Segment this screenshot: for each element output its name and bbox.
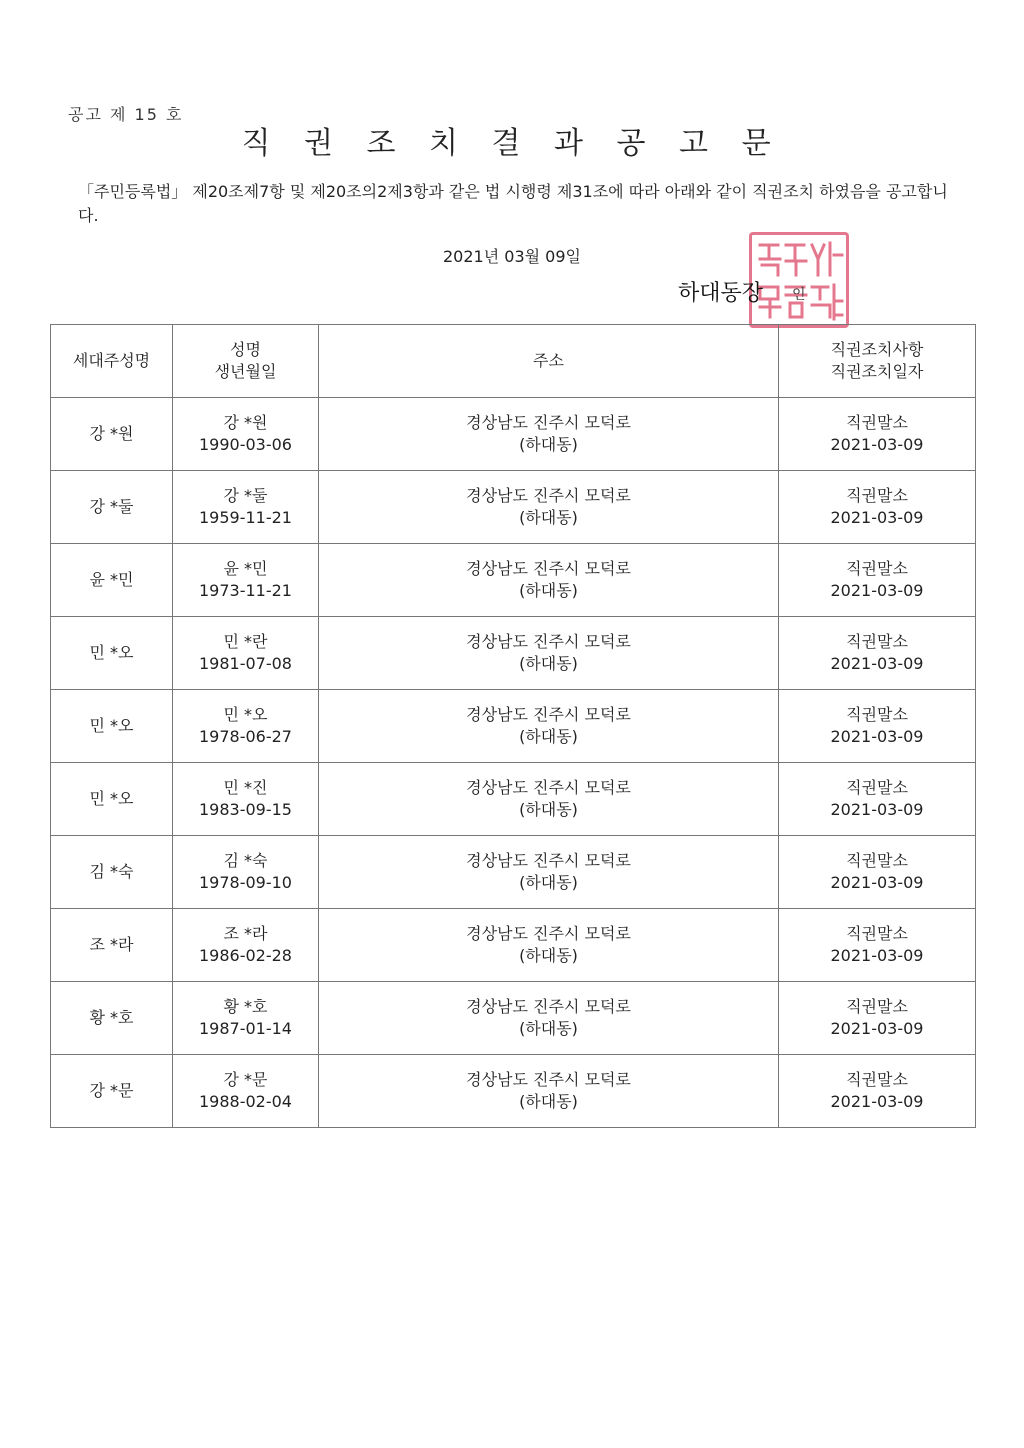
address-cell: 경상남도 진주시 모덕로 (하대동) bbox=[319, 617, 779, 690]
header-household-head: 세대주성명 bbox=[51, 325, 173, 398]
action-cell: 직권말소 2021-03-09 bbox=[779, 617, 976, 690]
household-head-cell: 강 *둘 bbox=[51, 471, 173, 544]
household-head-cell: 강 *원 bbox=[51, 398, 173, 471]
action-cell: 직권말소 2021-03-09 bbox=[779, 836, 976, 909]
table-row bbox=[51, 763, 976, 836]
header-name-birth: 성명 생년월일 bbox=[173, 325, 319, 398]
table-row bbox=[51, 982, 976, 1055]
name-birth-cell: 민 *진 1983-09-15 bbox=[173, 763, 319, 836]
table-row bbox=[51, 909, 976, 982]
household-head-cell: 김 *숙 bbox=[51, 836, 173, 909]
seal-mark: 인 bbox=[792, 287, 806, 303]
table-row bbox=[51, 544, 976, 617]
action-cell: 직권말소 2021-03-09 bbox=[779, 471, 976, 544]
action-cell: 직권말소 2021-03-09 bbox=[779, 690, 976, 763]
action-cell: 직권말소 2021-03-09 bbox=[779, 982, 976, 1055]
address-cell: 경상남도 진주시 모덕로 (하대동) bbox=[319, 1055, 779, 1128]
name-birth-cell: 윤 *민 1973-11-21 bbox=[173, 544, 319, 617]
household-head-cell: 윤 *민 bbox=[51, 544, 173, 617]
notice-date: 2021년 03월 09일 bbox=[443, 247, 581, 266]
table-row bbox=[51, 836, 976, 909]
action-cell: 직권말소 2021-03-09 bbox=[779, 544, 976, 617]
name-birth-cell: 민 *란 1981-07-08 bbox=[173, 617, 319, 690]
household-head-cell: 민 *오 bbox=[51, 690, 173, 763]
table-row bbox=[51, 398, 976, 471]
address-cell: 경상남도 진주시 모덕로 (하대동) bbox=[319, 544, 779, 617]
seal-glyphs-icon bbox=[752, 235, 846, 325]
document-title: 직 권 조 치 결 과 공 고 문 bbox=[241, 126, 783, 161]
household-head-cell: 민 *오 bbox=[51, 763, 173, 836]
header-action: 직권조치사항 직권조치일자 bbox=[779, 325, 976, 398]
address-cell: 경상남도 진주시 모덕로 (하대동) bbox=[319, 982, 779, 1055]
address-cell: 경상남도 진주시 모덕로 (하대동) bbox=[319, 763, 779, 836]
table-row bbox=[51, 471, 976, 544]
action-cell: 직권말소 2021-03-09 bbox=[779, 1055, 976, 1128]
household-head-cell: 민 *오 bbox=[51, 617, 173, 690]
address-cell: 경상남도 진주시 모덕로 (하대동) bbox=[319, 398, 779, 471]
household-head-cell: 황 *호 bbox=[51, 982, 173, 1055]
address-cell: 경상남도 진주시 모덕로 (하대동) bbox=[319, 690, 779, 763]
official-seal-stamp bbox=[749, 232, 849, 328]
action-cell: 직권말소 2021-03-09 bbox=[779, 763, 976, 836]
notice-number: 공고 제 15 호 bbox=[68, 105, 184, 124]
table-row bbox=[51, 1055, 976, 1128]
address-cell: 경상남도 진주시 모덕로 (하대동) bbox=[319, 471, 779, 544]
header-address: 주소 bbox=[319, 325, 779, 398]
roster-table bbox=[50, 324, 976, 1128]
name-birth-cell: 강 *문 1988-02-04 bbox=[173, 1055, 319, 1128]
name-birth-cell: 황 *호 1987-01-14 bbox=[173, 982, 319, 1055]
address-cell: 경상남도 진주시 모덕로 (하대동) bbox=[319, 836, 779, 909]
action-cell: 직권말소 2021-03-09 bbox=[779, 909, 976, 982]
action-cell: 직권말소 2021-03-09 bbox=[779, 398, 976, 471]
address-cell: 경상남도 진주시 모덕로 (하대동) bbox=[319, 909, 779, 982]
notice-body: 「주민등록법」 제20조제7항 및 제20조의2제3항과 같은 법 시행령 제31조에 따라 아래와 같이 직권조치 하였음을 공고합니다. bbox=[78, 182, 948, 225]
household-head-cell: 강 *문 bbox=[51, 1055, 173, 1128]
name-birth-cell: 조 *라 1986-02-28 bbox=[173, 909, 319, 982]
name-birth-cell: 강 *원 1990-03-06 bbox=[173, 398, 319, 471]
household-head-cell: 조 *라 bbox=[51, 909, 173, 982]
table-row bbox=[51, 690, 976, 763]
table-header-row bbox=[51, 325, 976, 398]
office-name: 하대동장 bbox=[678, 281, 764, 306]
name-birth-cell: 강 *둘 1959-11-21 bbox=[173, 471, 319, 544]
table-row bbox=[51, 617, 976, 690]
name-birth-cell: 민 *오 1978-06-27 bbox=[173, 690, 319, 763]
name-birth-cell: 김 *숙 1978-09-10 bbox=[173, 836, 319, 909]
